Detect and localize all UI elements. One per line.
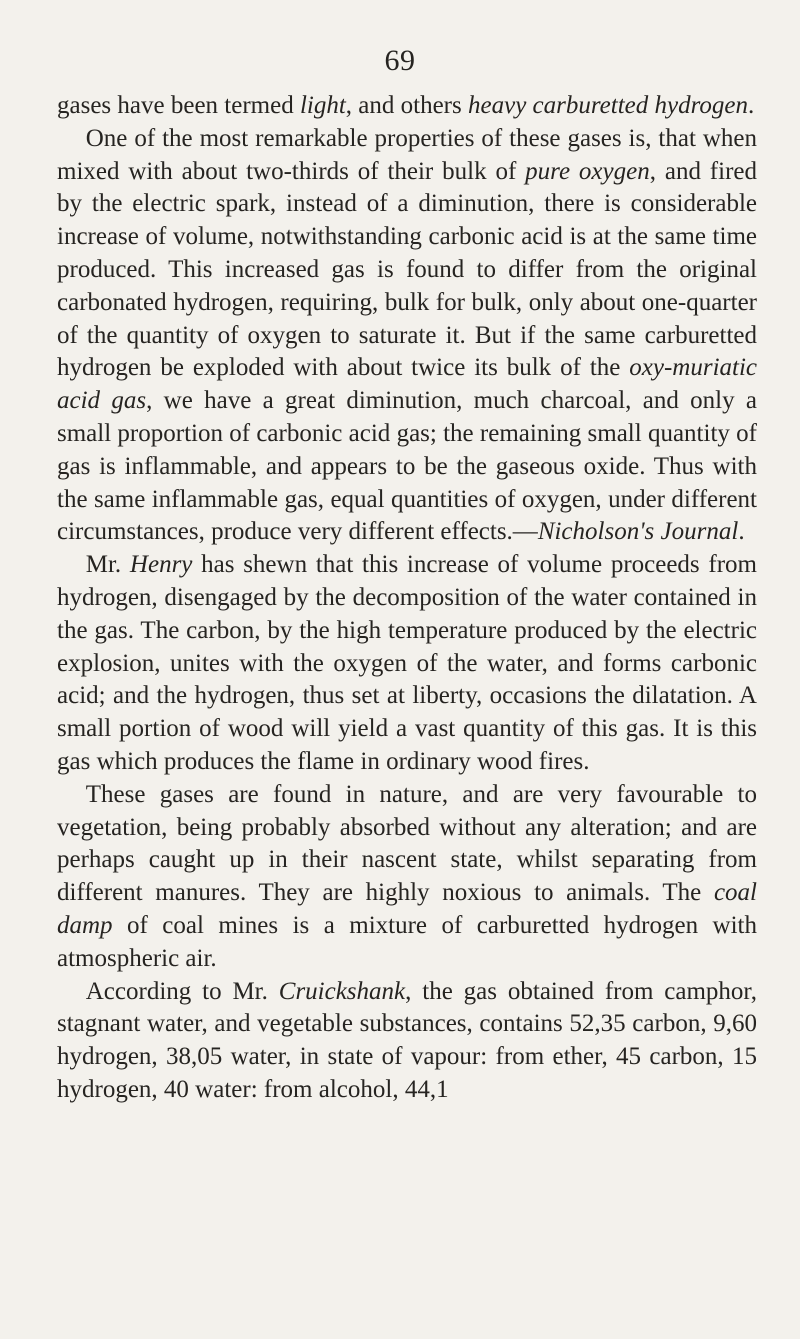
text-run: has shewn that this increase of volume proceeds from hydrogen, disengaged by the decomposition of the water contained in the gas. The carbon, by the high temperature produced by the electric explosion, unites with the oxygen of the water, and forms carbonic acid; and the hydrogen, thus set at liberty, occasions the dilatation. A small portion of wood will yield a vast quantity of this gas. It is this gas which produces the flame in ordinary wood fires. <box>57 551 757 775</box>
text-run: One of the most remarkable properties of these gases is, that when mixed with about two-thirds of their bulk of <box>57 124 757 185</box>
text-run: of coal mines is a mixture of carburetted hydrogen with atmospheric air. <box>57 911 757 972</box>
paragraph <box>57 549 757 779</box>
italic-text: light <box>299 92 346 119</box>
text-run: . <box>738 518 745 546</box>
text-run: , and fired by the electric spark, instead of a diminution, there is considerable increase of volume, notwithstanding carbonic acid is at the same time produced. This increased gas is found to differ from the original carbonated hydrogen, requiring, bulk for bulk, only about one-quarter of the quantity of oxygen to saturate it. But if the same carburetted hydrogen be exploded with about twice its bulk of the <box>57 157 758 382</box>
paragraph <box>57 779 757 976</box>
italic-text: Henry <box>129 551 193 579</box>
text-run: Mr. <box>85 551 130 579</box>
italic-text: coal damp <box>57 879 757 939</box>
paragraph <box>57 976 757 1107</box>
text-run: According to Mr. <box>85 977 279 1005</box>
text-run: These gases are found in nature, and are very favourable to vegetation, being probably absorbed without any alteration; and are perhaps caught up in their nascent state, whilst separating from different manures. They are highly noxious to animals. The <box>57 780 757 907</box>
paragraph <box>57 123 757 549</box>
text-run: . <box>748 92 755 119</box>
italic-text: pure oxygen <box>525 157 650 185</box>
text-run: gases have been termed <box>57 92 300 119</box>
body-text <box>57 90 757 1107</box>
italic-text: Cruickshank <box>278 977 406 1005</box>
text-run: , and others <box>345 92 468 119</box>
italic-text: Nicholson's Journal <box>537 518 739 546</box>
page-number: 69 <box>384 44 416 77</box>
text-run: , the gas obtained from camphor, stagnant water, and vegetable substances, contains 52,35 carbon, 9,60 hydrogen, 38,05 water, in state of vapour: from ether, 45 carbon, 15 hydrogen, 40 water: from alcohol, 44,1 <box>57 977 758 1103</box>
paragraph <box>57 90 757 123</box>
text-run: , we have a great diminution, much charcoal, and only a small proportion of carbonic acid gas; the remaining small quantity of gas is inflammable, and appears to be the gaseous oxide. Thus with the same inflammable gas, equal quantities of oxygen, under different circumstances, produce very different effects.— <box>57 387 757 546</box>
italic-text: oxy-muriatic acid gas <box>57 354 757 415</box>
italic-text: heavy carburetted hydrogen <box>468 92 748 119</box>
